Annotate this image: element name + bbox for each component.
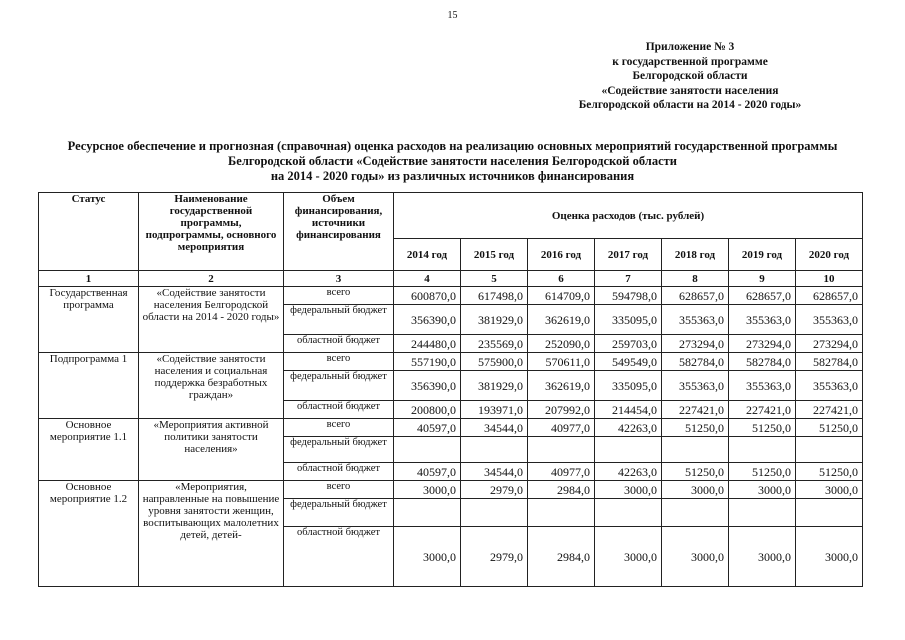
column-number: 3 <box>284 271 394 287</box>
value-cell: 3000,0 <box>394 481 461 499</box>
value-cell: 34544,0 <box>461 463 528 481</box>
appendix-line-3: Белгородской области <box>632 70 748 82</box>
column-number: 9 <box>729 271 796 287</box>
column-numbers-row <box>39 271 863 287</box>
value-cell: 200800,0 <box>394 401 461 419</box>
value-cell: 355363,0 <box>729 305 796 335</box>
value-cell: 51250,0 <box>796 419 863 437</box>
value-cell: 273294,0 <box>662 335 729 353</box>
value-cell: 227421,0 <box>796 401 863 419</box>
value-cell: 381929,0 <box>461 305 528 335</box>
value-cell: 355363,0 <box>796 371 863 401</box>
header-estimate: Оценка расходов (тыс. рублей) <box>394 193 863 239</box>
value-cell: 2984,0 <box>528 481 595 499</box>
value-cell: 214454,0 <box>595 401 662 419</box>
column-number: 2 <box>139 271 284 287</box>
value-cell: 355363,0 <box>796 305 863 335</box>
column-number: 7 <box>595 271 662 287</box>
header-year: 2017 год <box>595 239 662 271</box>
value-cell: 362619,0 <box>528 305 595 335</box>
value-cell: 3000,0 <box>662 527 729 587</box>
header-year: 2019 год <box>729 239 796 271</box>
table-row <box>39 287 863 305</box>
value-cell <box>595 437 662 463</box>
table-header <box>39 193 863 287</box>
value-cell: 355363,0 <box>729 371 796 401</box>
header-year: 2016 год <box>528 239 595 271</box>
value-cell: 3000,0 <box>394 527 461 587</box>
title-line-1: Ресурсное обеспечение и прогнозная (справочная) оценка расходов на реализацию основных мероприятий государственной программы <box>67 139 838 153</box>
value-cell: 40977,0 <box>528 419 595 437</box>
value-cell: 3000,0 <box>729 527 796 587</box>
value-cell: 34544,0 <box>461 419 528 437</box>
value-cell: 594798,0 <box>595 287 662 305</box>
value-cell: 335095,0 <box>595 305 662 335</box>
value-cell: 355363,0 <box>662 305 729 335</box>
source-cell: областной бюджет <box>284 401 394 419</box>
column-number: 6 <box>528 271 595 287</box>
value-cell: 549549,0 <box>595 353 662 371</box>
column-number: 4 <box>394 271 461 287</box>
status-cell: Основное мероприятие 1.1 <box>39 419 139 481</box>
value-cell: 355363,0 <box>662 371 729 401</box>
value-cell: 244480,0 <box>394 335 461 353</box>
value-cell <box>796 499 863 527</box>
value-cell: 40597,0 <box>394 463 461 481</box>
status-cell: Государственная программа <box>39 287 139 353</box>
header-name: Наименование государственной программы, подпрограммы, основного мероприятия <box>139 193 284 271</box>
value-cell: 575900,0 <box>461 353 528 371</box>
value-cell: 42263,0 <box>595 419 662 437</box>
header-status: Статус <box>39 193 139 271</box>
value-cell: 51250,0 <box>662 463 729 481</box>
value-cell: 628657,0 <box>796 287 863 305</box>
value-cell <box>528 437 595 463</box>
value-cell <box>461 499 528 527</box>
appendix-line-2: к государственной программе <box>612 55 768 68</box>
value-cell: 356390,0 <box>394 371 461 401</box>
value-cell: 628657,0 <box>729 287 796 305</box>
value-cell <box>528 499 595 527</box>
header-volume: Объем финансирования, источники финансирования <box>284 193 394 271</box>
value-cell: 259703,0 <box>595 335 662 353</box>
value-cell: 235569,0 <box>461 335 528 353</box>
value-cell: 557190,0 <box>394 353 461 371</box>
value-cell <box>595 499 662 527</box>
value-cell: 381929,0 <box>461 371 528 401</box>
value-cell: 3000,0 <box>729 481 796 499</box>
value-cell: 628657,0 <box>662 287 729 305</box>
source-cell: всего <box>284 353 394 371</box>
column-number: 8 <box>662 271 729 287</box>
source-cell: областной бюджет <box>284 335 394 353</box>
appendix-line-1: Приложение № 3 <box>645 41 735 53</box>
value-cell: 40977,0 <box>528 463 595 481</box>
name-cell: «Содействие занятости населения Белгородской области на 2014 - 2020 годы» <box>139 287 284 353</box>
value-cell: 227421,0 <box>729 401 796 419</box>
source-cell: областной бюджет <box>284 463 394 481</box>
title-line-2: Белгородской области «Содействие занятости населения Белгородской области <box>228 154 677 168</box>
appendix-header <box>540 40 840 113</box>
column-number: 1 <box>39 271 139 287</box>
source-cell: федеральный бюджет <box>284 305 394 335</box>
name-cell: «Мероприятия, направленные на повышение уровня занятости женщин, воспитывающих малолетних детей, детей- <box>139 481 284 587</box>
status-cell: Подпрограмма 1 <box>39 353 139 419</box>
value-cell: 614709,0 <box>528 287 595 305</box>
value-cell: 51250,0 <box>796 463 863 481</box>
value-cell <box>729 499 796 527</box>
value-cell <box>394 437 461 463</box>
column-number: 10 <box>796 271 863 287</box>
value-cell: 273294,0 <box>729 335 796 353</box>
name-cell: «Мероприятия активной политики занятости населения» <box>139 419 284 481</box>
source-cell: всего <box>284 419 394 437</box>
value-cell: 252090,0 <box>528 335 595 353</box>
title-line-3: на 2014 - 2020 годы» из различных источников финансирования <box>270 169 635 183</box>
resource-table <box>38 192 863 587</box>
value-cell <box>662 437 729 463</box>
value-cell: 3000,0 <box>796 481 863 499</box>
value-cell: 207992,0 <box>528 401 595 419</box>
value-cell: 227421,0 <box>662 401 729 419</box>
appendix-line-5: Белгородской области на 2014 - 2020 годы» <box>578 99 802 111</box>
source-cell: всего <box>284 287 394 305</box>
header-year: 2018 год <box>662 239 729 271</box>
source-cell: федеральный бюджет <box>284 437 394 463</box>
header-year: 2015 год <box>461 239 528 271</box>
value-cell: 273294,0 <box>796 335 863 353</box>
table-row <box>39 353 863 371</box>
value-cell: 356390,0 <box>394 305 461 335</box>
value-cell: 3000,0 <box>662 481 729 499</box>
value-cell: 2979,0 <box>461 481 528 499</box>
value-cell: 570611,0 <box>528 353 595 371</box>
value-cell <box>729 437 796 463</box>
value-cell: 3000,0 <box>595 481 662 499</box>
value-cell: 51250,0 <box>729 419 796 437</box>
value-cell <box>662 499 729 527</box>
source-cell: федеральный бюджет <box>284 371 394 401</box>
table-row <box>39 419 863 437</box>
document-title <box>20 139 885 184</box>
value-cell <box>461 437 528 463</box>
value-cell: 582784,0 <box>662 353 729 371</box>
table-body <box>39 287 863 587</box>
table-row <box>39 481 863 499</box>
value-cell: 617498,0 <box>461 287 528 305</box>
source-cell: областной бюджет <box>284 527 394 587</box>
value-cell: 42263,0 <box>595 463 662 481</box>
value-cell: 2979,0 <box>461 527 528 587</box>
value-cell: 335095,0 <box>595 371 662 401</box>
header-year: 2014 год <box>394 239 461 271</box>
page-number: 15 <box>447 10 458 21</box>
value-cell: 582784,0 <box>796 353 863 371</box>
value-cell: 51250,0 <box>662 419 729 437</box>
value-cell: 193971,0 <box>461 401 528 419</box>
value-cell: 40597,0 <box>394 419 461 437</box>
value-cell <box>796 437 863 463</box>
value-cell: 3000,0 <box>595 527 662 587</box>
value-cell: 2984,0 <box>528 527 595 587</box>
column-number: 5 <box>461 271 528 287</box>
source-cell: федеральный бюджет <box>284 499 394 527</box>
source-cell: всего <box>284 481 394 499</box>
value-cell <box>394 499 461 527</box>
header-year: 2020 год <box>796 239 863 271</box>
name-cell: «Содействие занятости населения и социальная поддержка безработных граждан» <box>139 353 284 419</box>
value-cell: 51250,0 <box>729 463 796 481</box>
value-cell: 600870,0 <box>394 287 461 305</box>
status-cell: Основное мероприятие 1.2 <box>39 481 139 587</box>
value-cell: 3000,0 <box>796 527 863 587</box>
appendix-line-4: «Содействие занятости населения <box>601 84 779 97</box>
value-cell: 582784,0 <box>729 353 796 371</box>
value-cell: 362619,0 <box>528 371 595 401</box>
